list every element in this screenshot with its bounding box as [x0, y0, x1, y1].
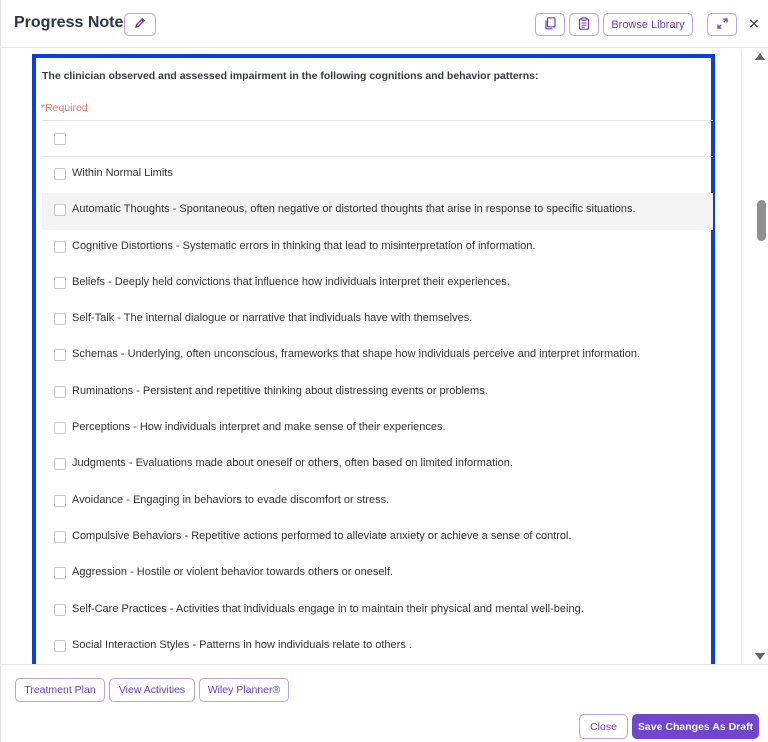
- modal-title: Progress Note: [14, 14, 124, 31]
- option-checkbox[interactable]: [54, 386, 66, 398]
- option-label: Compulsive Behaviors - Repetitive actions performed to alleviate anxiety or achieve a sense of control.: [72, 529, 572, 542]
- option-label: Schemas - Underlying, often unconscious, frameworks that shape how individuals perceive and interpret information.: [72, 348, 641, 361]
- modal-header: [1, 0, 768, 48]
- list-item[interactable]: [42, 556, 713, 592]
- save-draft-button[interactable]: Save Changes As Draft: [632, 714, 759, 739]
- option-label: Within Normal Limits: [72, 167, 173, 179]
- option-label: Self-Talk - The internal dialogue or narrative that individuals have with themselves.: [72, 312, 473, 325]
- option-checkbox[interactable]: [54, 313, 66, 325]
- copy-button[interactable]: [535, 13, 565, 36]
- close-icon[interactable]: ×: [748, 16, 760, 32]
- list-item[interactable]: [42, 411, 713, 447]
- clipboard-icon: [578, 17, 590, 33]
- option-checkbox[interactable]: [54, 168, 66, 180]
- expand-button[interactable]: [707, 13, 737, 36]
- select-all-row: [42, 121, 713, 157]
- option-label: Ruminations - Persistent and repetitive thinking about distressing events or problems.: [72, 384, 488, 397]
- option-checkbox[interactable]: [54, 531, 66, 543]
- option-checkbox[interactable]: [54, 495, 66, 507]
- scroll-thumb[interactable]: [757, 200, 766, 241]
- list-item[interactable]: [42, 302, 713, 338]
- pencil-icon: [134, 17, 146, 32]
- option-checkbox[interactable]: [54, 640, 66, 652]
- list-item[interactable]: [42, 447, 713, 483]
- option-label: Social Interaction Styles - Patterns in how individuals relate to others .: [72, 638, 412, 651]
- options-list: [42, 120, 713, 664]
- option-checkbox[interactable]: [54, 567, 66, 579]
- list-item[interactable]: [42, 230, 713, 266]
- option-checkbox[interactable]: [54, 204, 66, 216]
- vertical-scrollbar[interactable]: [741, 49, 768, 664]
- modal-body: [1, 49, 768, 664]
- list-item[interactable]: [42, 629, 713, 664]
- option-checkbox[interactable]: [54, 277, 66, 289]
- cognitions-section: [32, 54, 715, 664]
- option-label: Beliefs - Deeply held convictions that influence how individuals interpret their experiences.: [72, 275, 510, 288]
- required-indicator: *Required: [41, 102, 88, 114]
- option-label: Self-Care Practices - Activities that individuals engage in to maintain their physical and mental well-being.: [72, 602, 584, 615]
- expand-icon: [717, 18, 728, 32]
- scroll-up-arrow-icon[interactable]: [755, 53, 765, 60]
- list-item[interactable]: [42, 157, 713, 193]
- edit-title-button[interactable]: [124, 13, 156, 36]
- paste-button[interactable]: [569, 13, 599, 36]
- option-label: Judgments - Evaluations made about oneself or others, often based on limited information.: [72, 457, 513, 470]
- option-checkbox[interactable]: [54, 604, 66, 616]
- option-label: Perceptions - How individuals interpret and make sense of their experiences.: [72, 421, 446, 434]
- option-checkbox[interactable]: [54, 422, 66, 434]
- option-checkbox[interactable]: [54, 349, 66, 361]
- treatment-plan-button[interactable]: Treatment Plan: [15, 678, 105, 702]
- wiley-planner-button[interactable]: Wiley Planner®: [199, 678, 289, 702]
- question-label: The clinician observed and assessed impairment in the following cognitions and behavior patterns:: [42, 70, 539, 82]
- view-activities-button[interactable]: View Activities: [109, 678, 195, 702]
- option-checkbox[interactable]: [54, 458, 66, 470]
- browse-library-button[interactable]: Browse Library: [603, 13, 693, 36]
- option-label: Avoidance - Engaging in behaviors to evade discomfort or stress.: [72, 493, 390, 506]
- list-item[interactable]: [42, 266, 713, 302]
- close-button[interactable]: Close: [579, 714, 628, 739]
- list-item[interactable]: [42, 375, 713, 411]
- select-all-checkbox[interactable]: [54, 133, 66, 145]
- list-item[interactable]: [42, 593, 713, 629]
- option-label: Aggression - Hostile or violent behavior towards others or oneself.: [72, 566, 393, 579]
- option-label: Automatic Thoughts - Spontaneous, often negative or distorted thoughts that arise in response to specific situations.: [72, 203, 636, 216]
- option-checkbox[interactable]: [54, 241, 66, 253]
- list-item[interactable]: [42, 193, 713, 229]
- copy-icon: [544, 17, 556, 33]
- list-item[interactable]: [42, 484, 713, 520]
- list-item[interactable]: [42, 338, 713, 374]
- option-label: Cognitive Distortions - Systematic errors in thinking that lead to misinterpretation of information.: [72, 239, 536, 252]
- modal-footer: [1, 664, 768, 742]
- list-item[interactable]: [42, 520, 713, 556]
- scroll-down-arrow-icon[interactable]: [755, 653, 765, 660]
